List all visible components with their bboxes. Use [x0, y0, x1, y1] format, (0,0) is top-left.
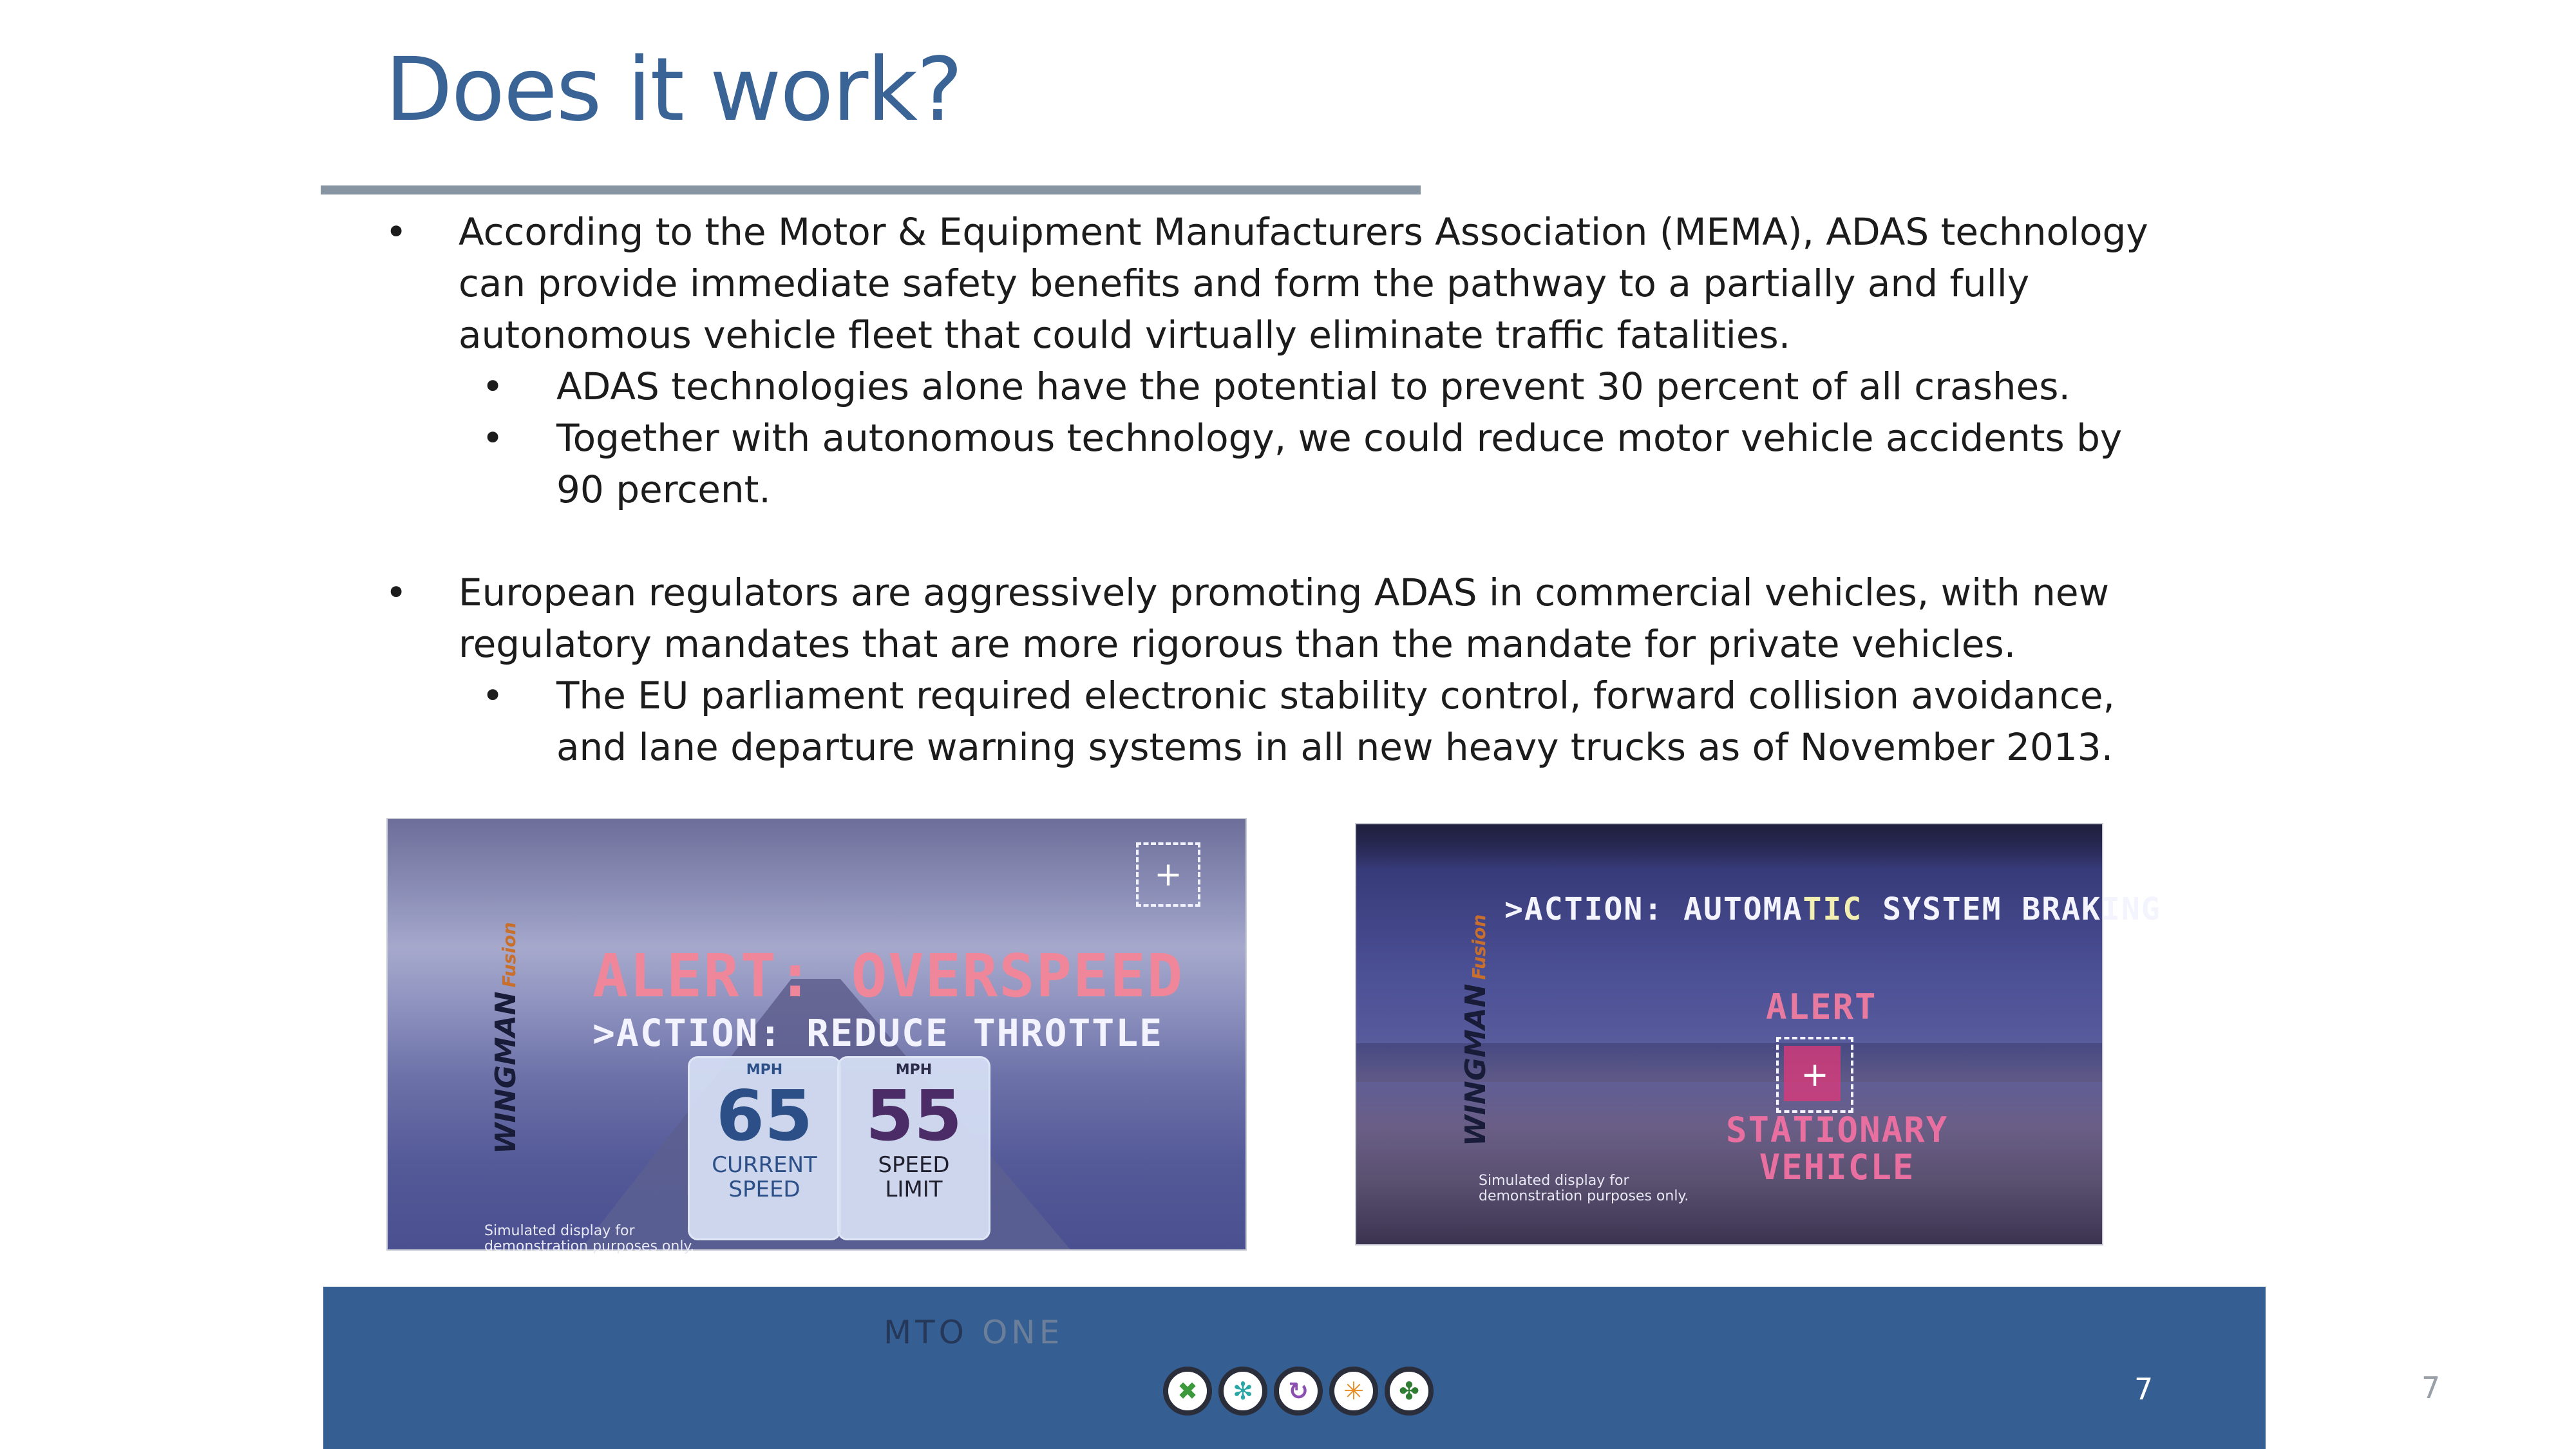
teal-snowflake-badge-icon: ✻: [1218, 1367, 1267, 1416]
auto-braking-text-post: SYSTEM BRAKING: [1862, 891, 2161, 927]
partner-badges: [1144, 1359, 1453, 1423]
green-cross-badge-icon: ✖: [1163, 1367, 1212, 1416]
disclaimer-line-1: Simulated display for: [1479, 1173, 1629, 1189]
auto-braking-text-pre: >ACTION: AUTOMA: [1504, 891, 1803, 927]
stationary-vehicle-text: [1726, 1112, 1948, 1186]
speed-limit-label-1: SPEED: [878, 1152, 950, 1178]
disclaimer-line-2: demonstration purposes only.: [484, 1238, 695, 1255]
sub-bullet-text: Together with autonomous technology, we could reduce motor vehicle accidents by 90 percent.: [556, 416, 2123, 511]
mto-one-logo: [884, 1314, 1063, 1351]
windshield-top: [1356, 824, 2102, 869]
current-speed-label-1: CURRENT: [712, 1152, 817, 1178]
current-speed-card: [688, 1056, 841, 1240]
wingman-fusion: Fusion: [498, 922, 520, 988]
bullet-item: [0, 206, 2184, 361]
green-group-badge-icon: ✤: [1385, 1367, 1434, 1416]
stationary-line-2: VEHICLE: [1759, 1147, 1915, 1188]
alert-text: ALERT: [1766, 987, 1877, 1027]
speed-limit-unit: MPH: [895, 1062, 933, 1078]
brand-sub: ONE: [981, 1314, 1064, 1351]
crosshair-icon: +: [1154, 855, 1182, 894]
title-underline: [321, 185, 1421, 194]
auto-braking-hud-image: [1355, 823, 2161, 1245]
current-speed-value: 65: [715, 1076, 813, 1157]
bullet-icon: •: [482, 416, 504, 460]
stationary-line-1: STATIONARY: [1726, 1110, 1949, 1150]
speed-limit-card: [837, 1056, 990, 1240]
brand-main: MTO: [884, 1314, 969, 1351]
bullet-text: European regulators are aggressively promoting ADAS in commercial vehicles, with new regulatory mandates that are more rigorous than the mandate for private vehicles.: [459, 571, 2110, 666]
bullet-list: [0, 206, 2576, 773]
bullet-item: [0, 567, 2184, 670]
speed-limit-label-2: LIMIT: [885, 1177, 943, 1202]
wingman-fusion: Fusion: [1468, 914, 1490, 980]
bullet-icon: •: [385, 571, 408, 614]
bullet-icon: •: [482, 674, 504, 717]
sub-bullet-item: [0, 670, 2128, 773]
slide-title: Does it work?: [385, 39, 962, 141]
wingman-logo: [1459, 914, 1492, 1146]
auto-braking-text-highlight: TIC: [1803, 891, 1863, 927]
orange-star-badge-icon: ✳: [1329, 1367, 1378, 1416]
vehicle-target-reticle-icon: [1776, 1037, 1853, 1113]
wingman-brand: WINGMAN: [1459, 983, 1492, 1146]
speed-sign-reticle-icon: [1136, 842, 1200, 907]
bullet-text: According to the Motor & Equipment Manufacturers Association (MEMA), ADAS technology can provide immediate safety benefits and form the pathway to a partially and fully autonomous vehicle fleet that could virtually eliminate traffic fatalities.: [459, 210, 2148, 357]
simulated-disclaimer: [1479, 1173, 1689, 1204]
reduce-throttle-text: >ACTION: REDUCE THROTTLE: [592, 1011, 1164, 1055]
auto-braking-text: [1504, 891, 2161, 927]
sub-bullet-text: The EU parliament required electronic stability control, forward collision avoidance, and lane departure warning systems in all new heavy trucks as of November 2013.: [556, 674, 2115, 769]
speed-limit-value: 55: [865, 1076, 963, 1157]
sub-bullet-text: ADAS technologies alone have the potential to prevent 30 percent of all crashes.: [556, 365, 2070, 408]
crosshair-icon: +: [1801, 1056, 1829, 1094]
wingman-brand: WINGMAN: [489, 991, 522, 1154]
bullet-icon: •: [482, 365, 504, 408]
current-speed-label-2: SPEED: [728, 1177, 800, 1202]
purple-swirl-badge-icon: ↻: [1274, 1367, 1323, 1416]
disclaimer-line-2: demonstration purposes only.: [1479, 1188, 1689, 1204]
overspeed-alert-text: ALERT: OVERSPEED: [592, 942, 1184, 1010]
simulated-disclaimer: [484, 1224, 694, 1255]
bullet-icon: •: [385, 210, 408, 254]
spacer: [0, 515, 2576, 567]
current-speed-unit: MPH: [746, 1062, 783, 1078]
slide-number: 7: [2421, 1370, 2441, 1405]
footer-page-number: 7: [2134, 1372, 2154, 1406]
sub-bullet-item: [0, 361, 2128, 412]
overspeed-hud-image: [386, 818, 1247, 1255]
sub-bullet-item: [0, 412, 2128, 515]
wingman-logo: [489, 922, 522, 1154]
disclaimer-line-1: Simulated display for: [484, 1223, 635, 1239]
